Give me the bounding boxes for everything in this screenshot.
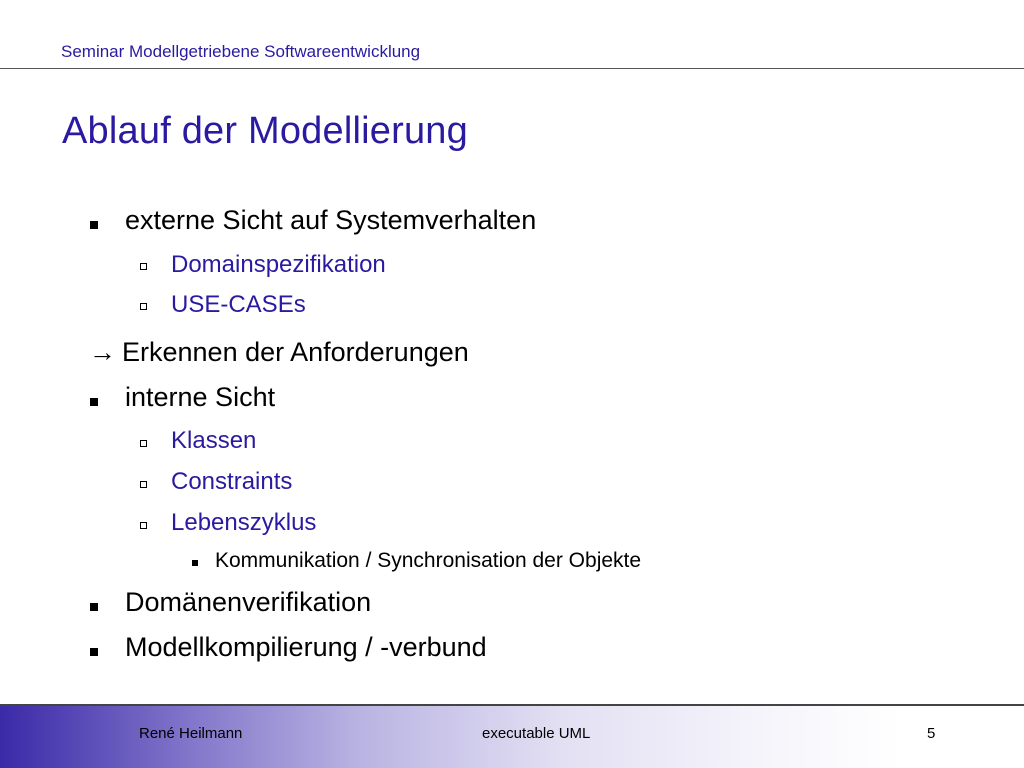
list-item-9: Kommunikation / Synchronisation der Objekte bbox=[215, 549, 642, 572]
header-rule bbox=[0, 68, 1024, 69]
list-item-3: USE-CASEs bbox=[171, 291, 306, 318]
list-item-8: Lebenszyklus bbox=[171, 509, 317, 536]
bullet-hollow-4 bbox=[140, 481, 147, 488]
bullet-hollow-2 bbox=[140, 303, 147, 310]
list-item-7: Constraints bbox=[171, 468, 293, 495]
bullet-hollow-3 bbox=[140, 440, 147, 447]
arrow-right-icon: → bbox=[89, 337, 116, 367]
bullet-hollow-5 bbox=[140, 522, 147, 529]
list-item-4 bbox=[89, 337, 469, 368]
footer-author: René Heilmann bbox=[139, 725, 243, 742]
bullet-square-2 bbox=[90, 398, 98, 406]
list-item-4-label: Erkennen der Anforderungen bbox=[122, 337, 469, 367]
list-item-6: Klassen bbox=[171, 427, 257, 454]
bullet-square-3 bbox=[90, 603, 98, 611]
bullet-square-1 bbox=[90, 221, 98, 229]
list-item-1: externe Sicht auf Systemverhalten bbox=[125, 205, 537, 235]
list-item-10: Domänenverifikation bbox=[125, 587, 372, 617]
list-item-11: Modellkompilierung / -verbund bbox=[125, 632, 487, 662]
list-item-2: Domainspezifikation bbox=[171, 251, 386, 278]
bullet-square-4 bbox=[90, 648, 98, 656]
slide-title: Ablauf der Modellierung bbox=[62, 110, 468, 152]
list-item-5: interne Sicht bbox=[125, 382, 276, 412]
header-title: Seminar Modellgetriebene Softwareentwicklung bbox=[61, 42, 421, 61]
bullet-hollow-1 bbox=[140, 263, 147, 270]
bullet-square-small bbox=[192, 560, 198, 566]
page-number: 5 bbox=[927, 725, 936, 742]
footer-topic: executable UML bbox=[482, 725, 591, 742]
